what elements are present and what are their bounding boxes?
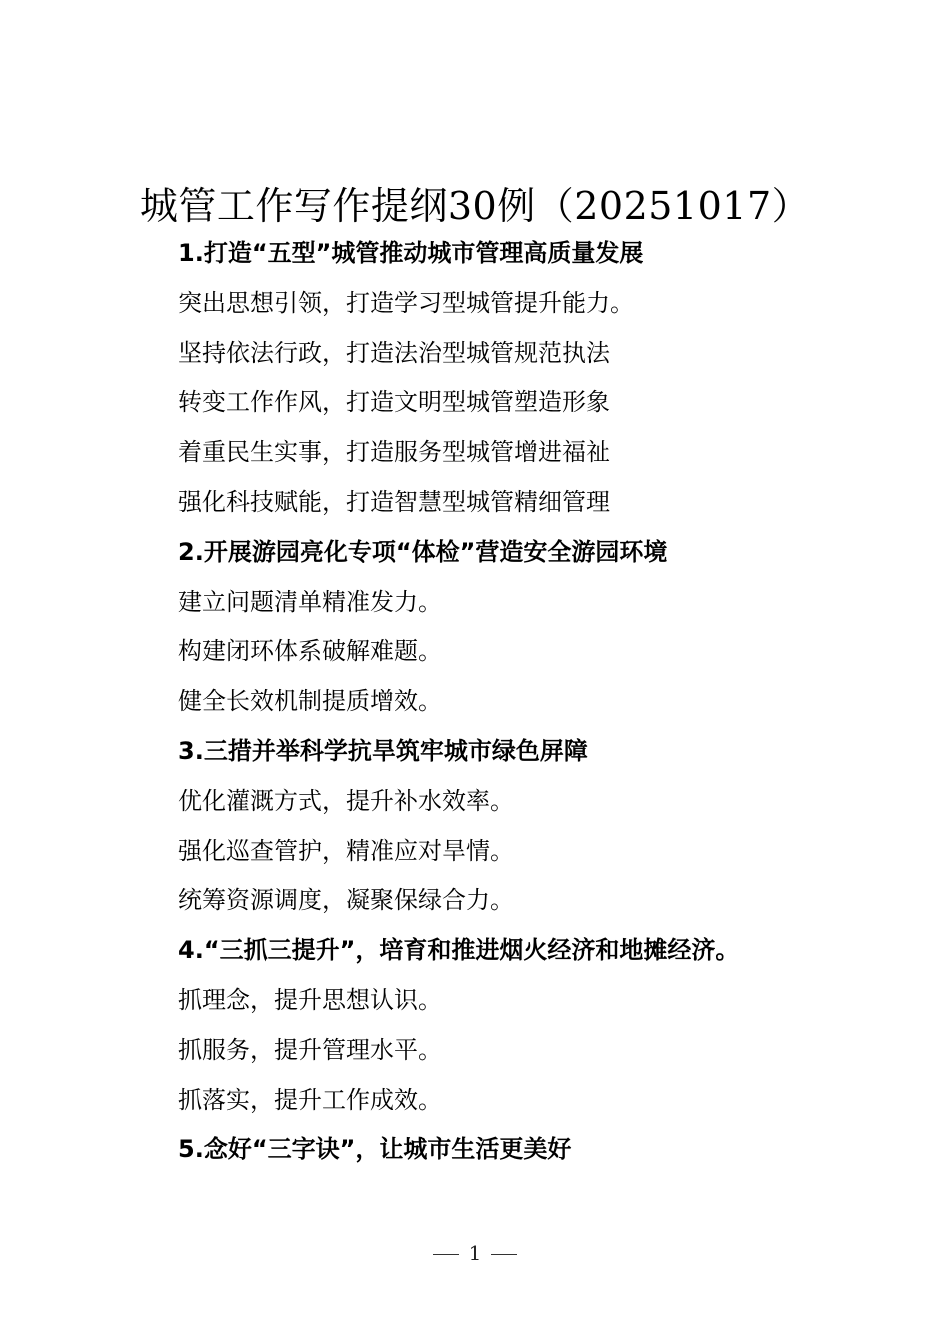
outline-item: 健全长效机制提质增效。 xyxy=(178,687,442,716)
page-footer xyxy=(0,1238,950,1268)
outline-item: 优化灌溉方式，提升补水效率。 xyxy=(178,786,514,815)
section-heading: 4.“三抓三提升”，培育和推进烟火经济和地摊经济。 xyxy=(178,936,740,965)
outline-item: 统筹资源调度，凝聚保绿合力。 xyxy=(178,886,514,915)
outline-item: 着重民生实事，打造服务型城管增进福祉 xyxy=(178,438,610,467)
section-heading: 3.三措并举科学抗旱筑牢城市绿色屏障 xyxy=(178,736,588,765)
footer-dash-left xyxy=(433,1254,459,1255)
footer-dash-right xyxy=(491,1254,517,1255)
section-heading: 1.打造“五型”城管推动城市管理高质量发展 xyxy=(178,239,644,267)
outline-item: 转变工作作风，打造文明型城管塑造形象 xyxy=(178,388,610,417)
outline-item: 抓理念，提升思想认识。 xyxy=(178,985,442,1014)
outline-item: 强化科技赋能，打造智慧型城管精细管理 xyxy=(178,487,610,516)
outline-item: 抓落实，提升工作成效。 xyxy=(178,1085,442,1114)
outline-item: 强化巡查管护，精准应对旱情。 xyxy=(178,836,514,865)
page-number: 1 xyxy=(468,1241,482,1265)
document-title: 城管工作写作提纲30例（20251017） xyxy=(139,184,811,228)
document-body xyxy=(178,229,878,1175)
section-heading: 2.开展游园亮化专项“体检”营造安全游园环境 xyxy=(178,537,668,566)
outline-item: 突出思想引领，打造学习型城管提升能力。 xyxy=(178,288,634,317)
section-heading: 5.念好“三字诀”，让城市生活更美好 xyxy=(178,1135,572,1164)
outline-item: 抓服务，提升管理水平。 xyxy=(178,1035,442,1064)
outline-item: 坚持依法行政，打造法治型城管规范执法 xyxy=(178,338,610,367)
outline-item: 构建闭环体系破解难题。 xyxy=(178,637,442,666)
outline-item: 建立问题清单精准发力。 xyxy=(178,587,442,616)
